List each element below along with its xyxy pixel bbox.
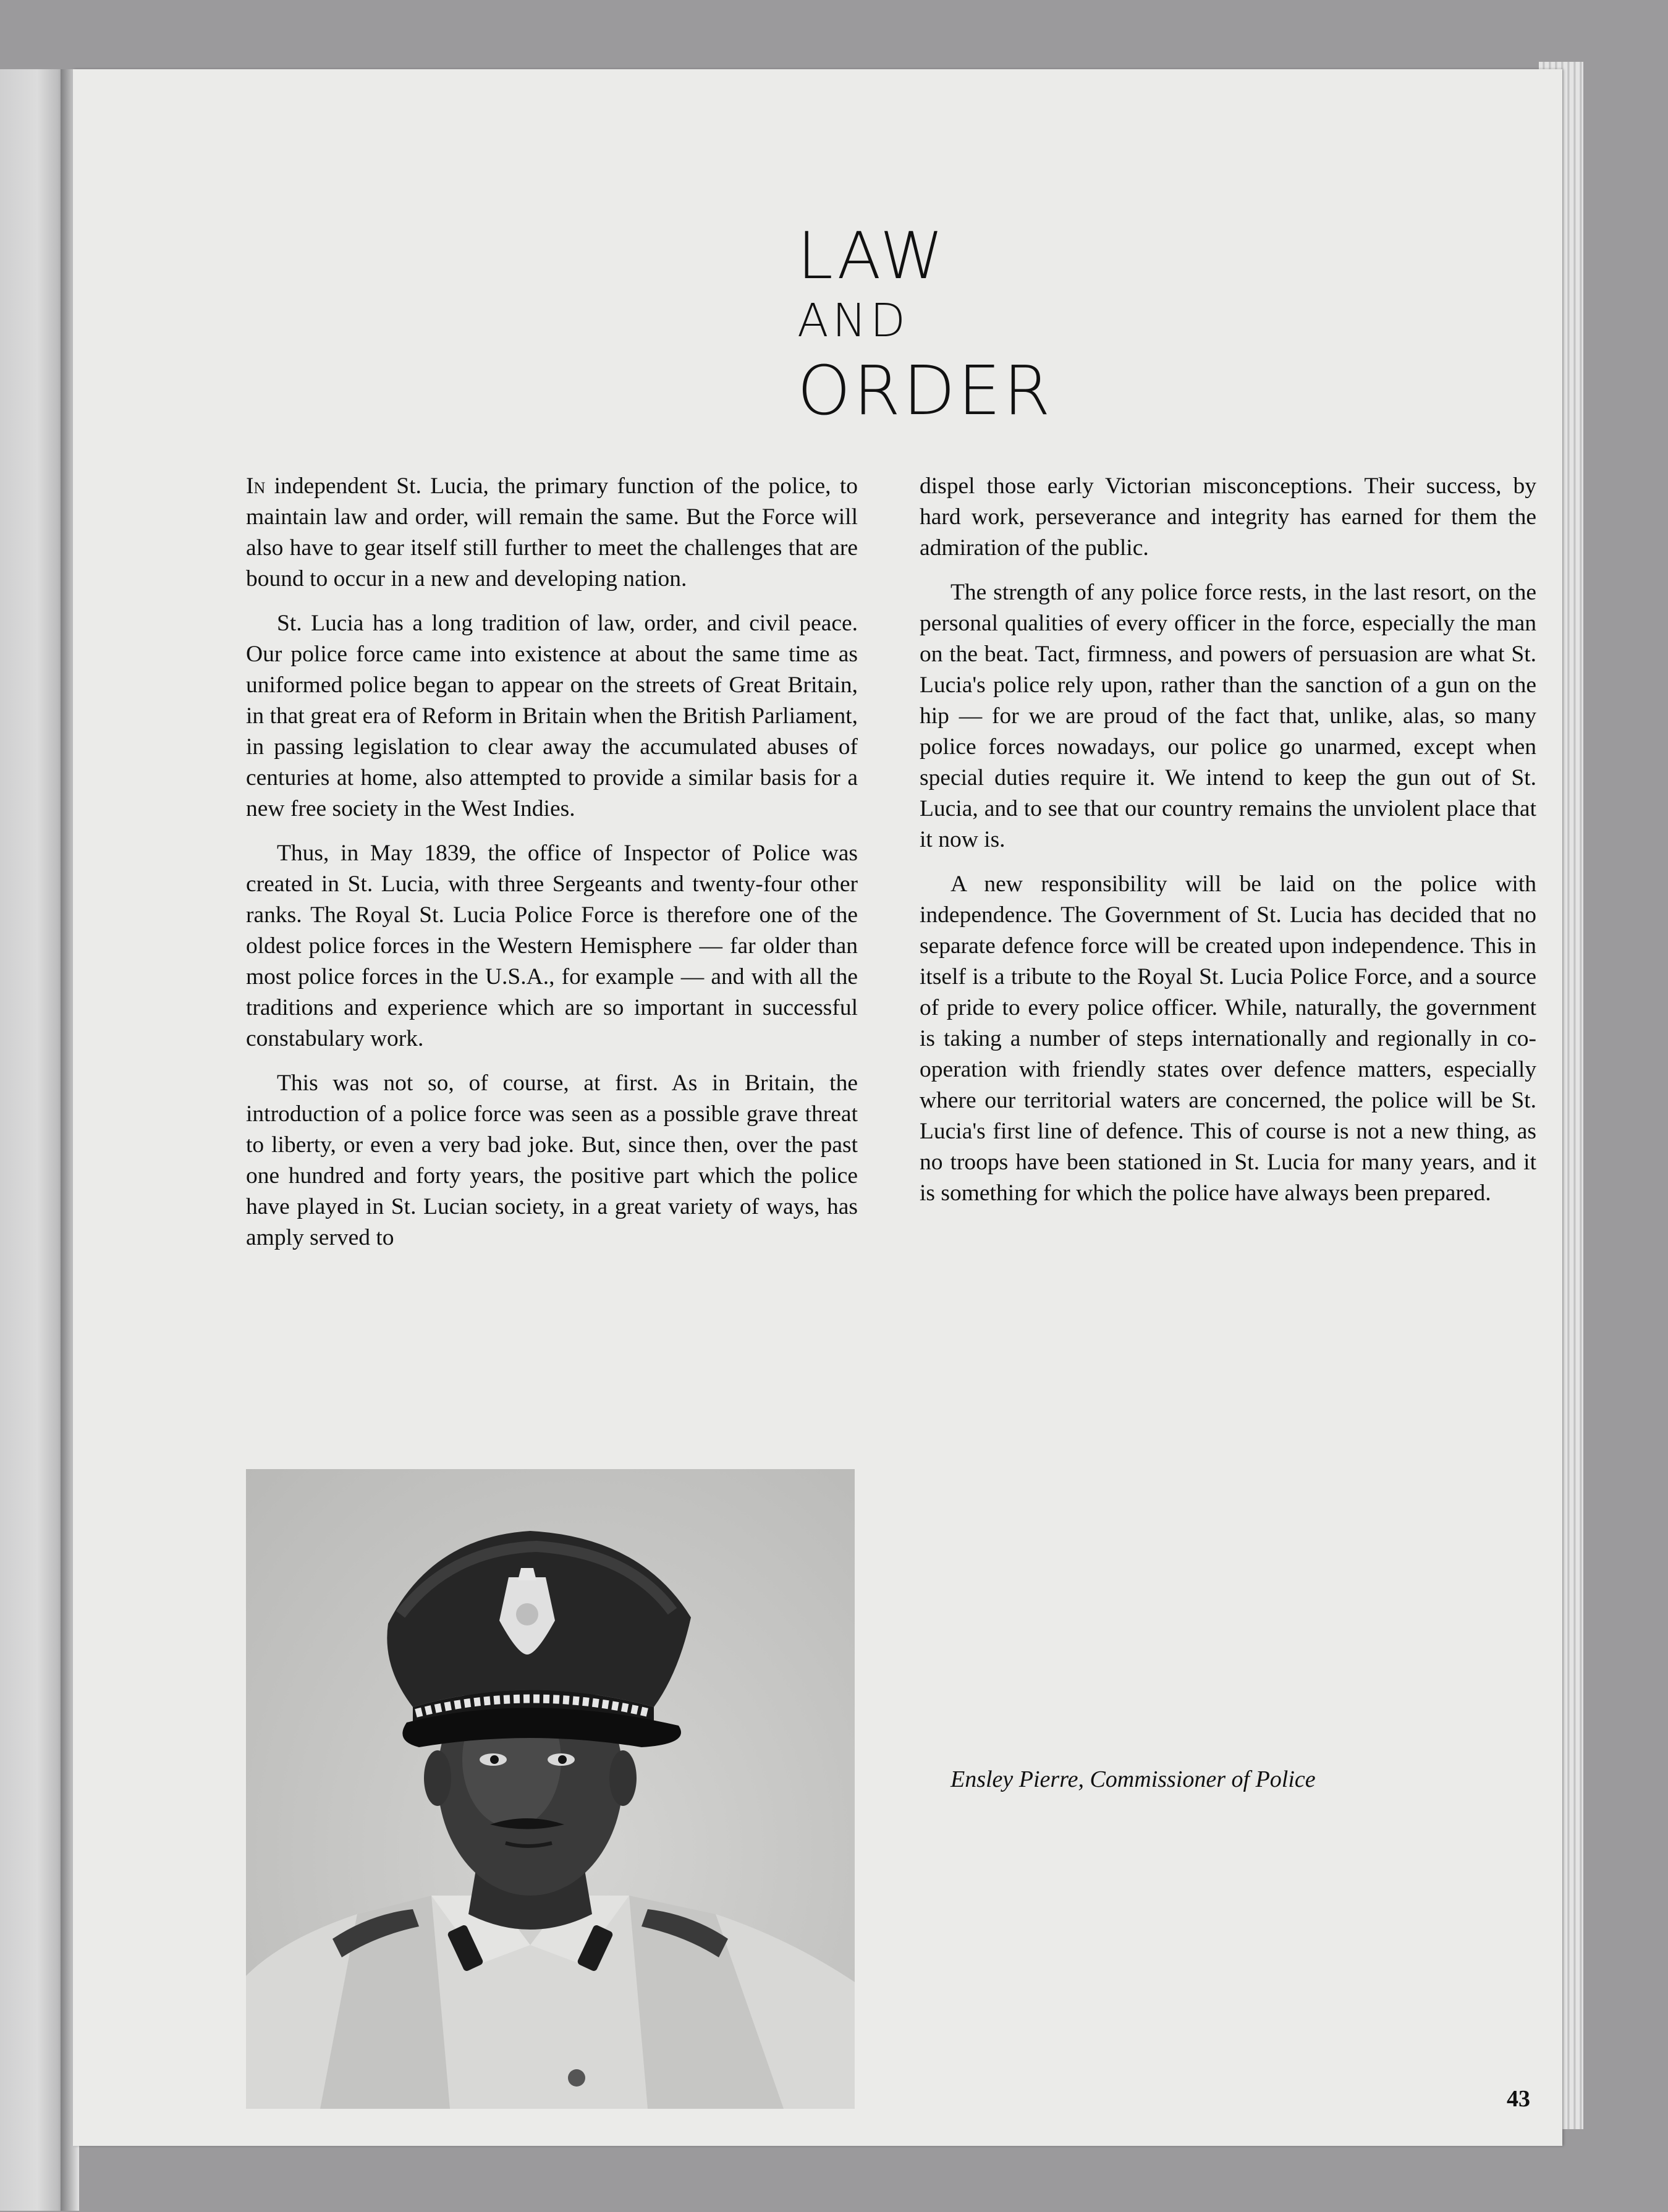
title-line-order: ORDER (797, 351, 1053, 430)
paragraph-text: independent St. Lucia, the primary function of the police, to maintain law and order, will remain the same. But the Force will also have to gear itself still further to meet the challenges that are bound to occur in a new and developing nation. (246, 473, 858, 591)
portrait-photo (246, 1469, 855, 2109)
right-text-column (920, 471, 1536, 1223)
photo-caption: Ensley Pierre, Commissioner of Police (950, 1766, 1316, 1792)
left-text-column (246, 471, 858, 1267)
paragraph: dispel those early Victorian misconceptions. Their success, by hard work, perseverance and integrity has earned for them the admiration of the public. (920, 473, 1536, 561)
paragraph: A new responsibility will be laid on the police with independence. The Government of St. Lucia has decided that no separate defence force will be created upon independence. This in itself is a tribute to the Royal St. Lucia Police Force, and a source of pride to every police officer. While, naturally, the government is taking a number of steps internationally and regionally in co-operation with friendly states over defence matters, especially where our territorial waters are concerned, the police will be St. Lucia's first line of defence. This of course is not a new thing, as no troops have been stationed in St. Lucia for many years, and it is something for which the police have always been prepared. (920, 871, 1536, 1206)
paragraph: St. Lucia has a long tradition of law, order, and civil peace. Our police force came into existence at about the same time as uniformed police began to appear on the streets of Great Britain, in that great era of Reform in Britain when the British Parliament, in passing legislation to clear away the accumulated abuses of centuries at home, also attempted to provide a similar basis for a new free society in the West Indies. (246, 611, 858, 821)
title-line-law: LAW (797, 218, 946, 294)
page-number: 43 (1507, 2086, 1530, 2112)
drop-lead-word: In (246, 473, 266, 499)
paragraph (246, 471, 858, 595)
magazine-page (73, 69, 1562, 2146)
paragraph: This was not so, of course, at first. As in Britain, the introduction of a police force was seen as a possible grave threat to liberty, or even a very bad joke. But, since then, over the past one hundred and forty years, the positive part which the police have played in St. Lucian society, in a great variety of ways, has amply served to (246, 1070, 858, 1250)
paragraph: Thus, in May 1839, the office of Inspector of Police was created in St. Lucia, with three Sergeants and twenty-four other ranks. The Royal St. Lucia Police Force is therefore one of the oldest police forces in the Western Hemisphere — far older than most police forces in the U.S.A., for example — and with all the traditions and experience which are so important in successful constabulary work. (246, 841, 858, 1051)
facing-page-edge (0, 69, 68, 2211)
portrait-illustration (246, 1469, 855, 2109)
paragraph: The strength of any police force rests, in the last resort, on the personal qualities of every officer in the force, especially the man on the beat. Tact, firmness, and powers of persuasion are what St. Lucia's police rely upon, rather than the sanction of a gun on the hip — for we are proud of the fact that, unlike, alas, so many police forces nowadays, our police go unarmed, except when special duties require it. We intend to keep the gun out of St. Lucia, and to see that our country remains the unviolent place that it now is. (920, 580, 1536, 852)
title-line-and: AND (797, 294, 909, 347)
